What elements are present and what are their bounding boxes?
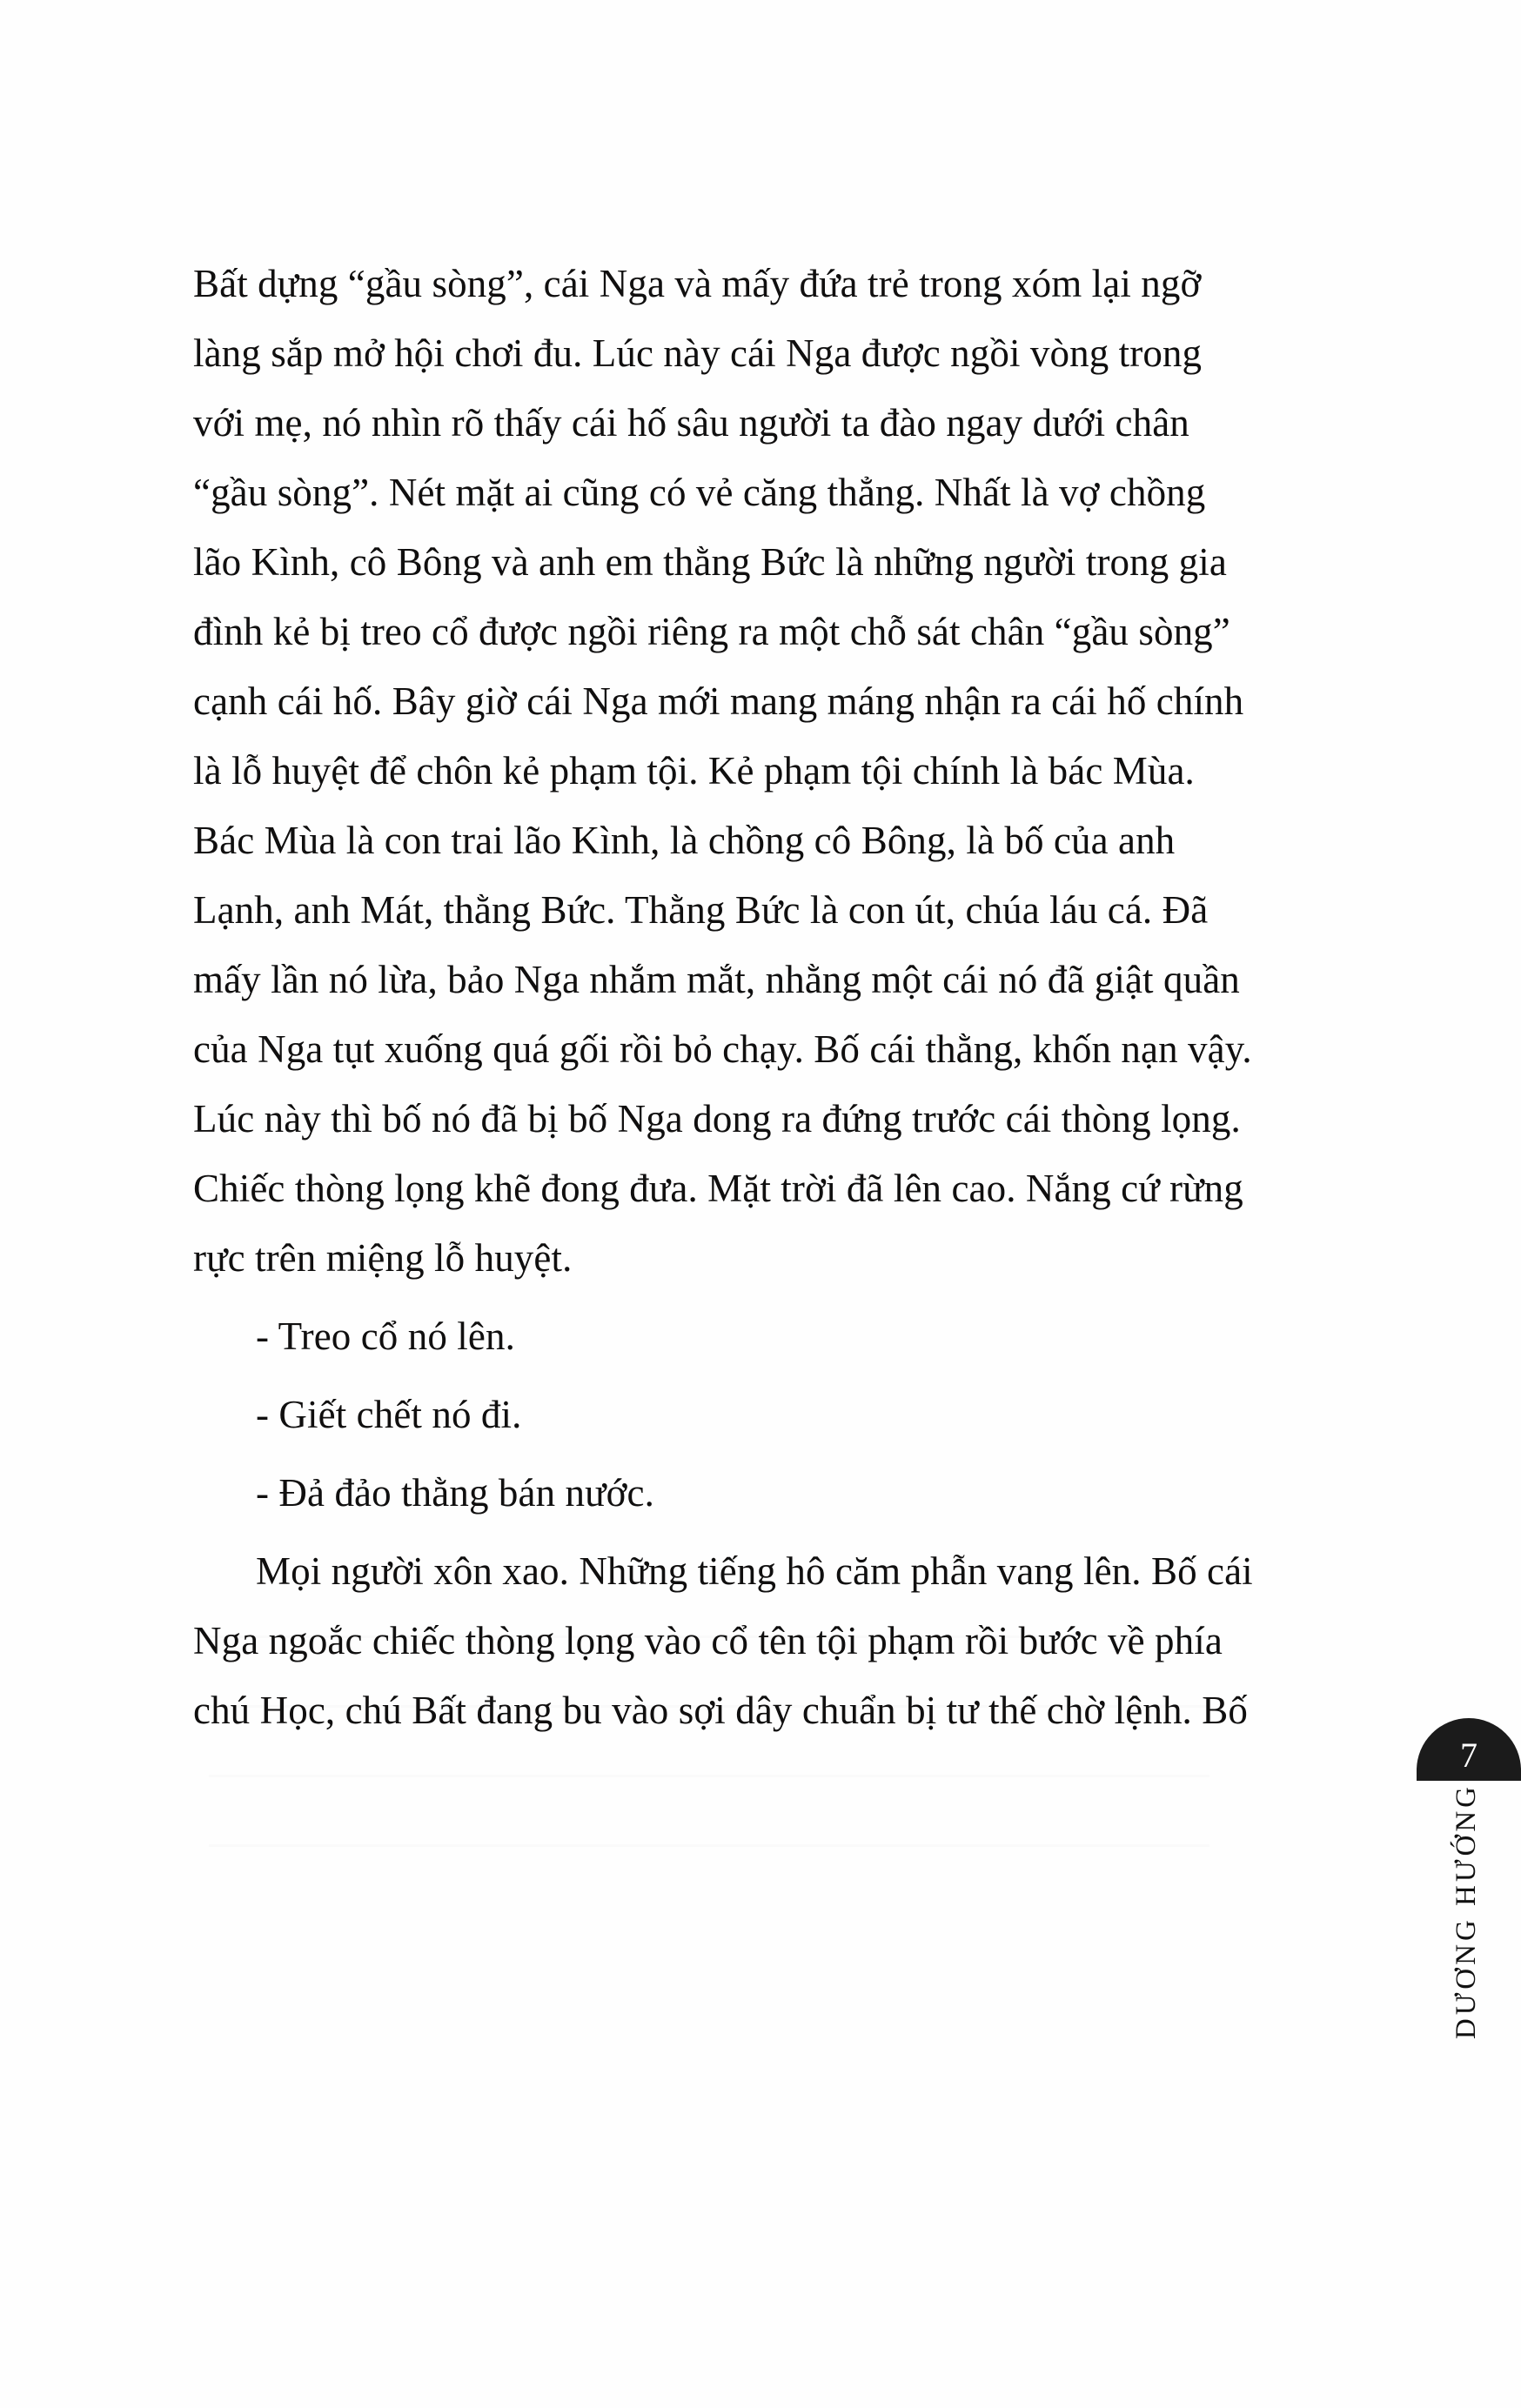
paragraph-5: Mọi người xôn xao. Những tiếng hô căm phẫn vang lên. Bố cái Nga ngoắc chiếc thòng lọng vào cổ tên tội phạm rồi bước về phía chú Học, chú Bất đang bu vào sợi dây chuẩn bị tư thế chờ lệnh. Bố [193,1549,1253,1732]
paragraph-dialogue-2: - Giết chết nó đi. [256,1393,522,1436]
running-head-author: DƯƠNG HƯỚNG [1450,1783,1482,2040]
page-number: 7 [1460,1736,1477,1775]
page-number-tab [1417,1718,1521,1781]
page-text-column [193,249,1253,1745]
paragraph-dialogue-1: - Treo cổ nó lên. [256,1314,515,1358]
running-head [1427,1783,1505,2149]
paragraph-1: Bất dựng “gầu sòng”, cái Nga và mấy đứa trẻ trong xóm lại ngỡ làng sắp mở hội chơi đu. Lúc này cái Nga được ngồi vòng trong với mẹ, nó nhìn rõ thấy cái hố sâu người ta đào ngay dưới chân “gầu sòng”. Nét mặt ai cũng có vẻ căng thẳng. Nhất là vợ chồng lão Kình, cô Bông và anh em thằng Bức là những người trong gia đình kẻ bị treo cổ được ngồi riêng ra một chỗ sát chân “gầu sòng” cạnh cái hố. Bây giờ cái Nga mới mang máng nhận ra cái hố chính là lỗ huyệt để chôn kẻ phạm tội. Kẻ phạm tội chính là bác Mùa. Bác Mùa là con trai lão Kình, là chồng cô Bông, là bố của anh Lạnh, anh Mát, thằng Bức. Thằng Bức là con út, chúa láu cá. Đã mấy lần nó lừa, bảo Nga nhắm mắt, nhằng một cái nó đã giật quần của Nga tụt xuống quá gối rồi bỏ chạy. Bố cái thằng, khốn nạn vậy. Lúc này thì bố nó đã bị bố Nga dong ra đứng trước cái thòng lọng. Chiếc thòng lọng khẽ đong đưa. Mặt trời đã lên cao. Nắng cứ rừng rực trên miệng lỗ huyệt. [193,262,1252,1280]
paragraph-dialogue-3: - Đả đảo thằng bán nước. [256,1471,654,1515]
